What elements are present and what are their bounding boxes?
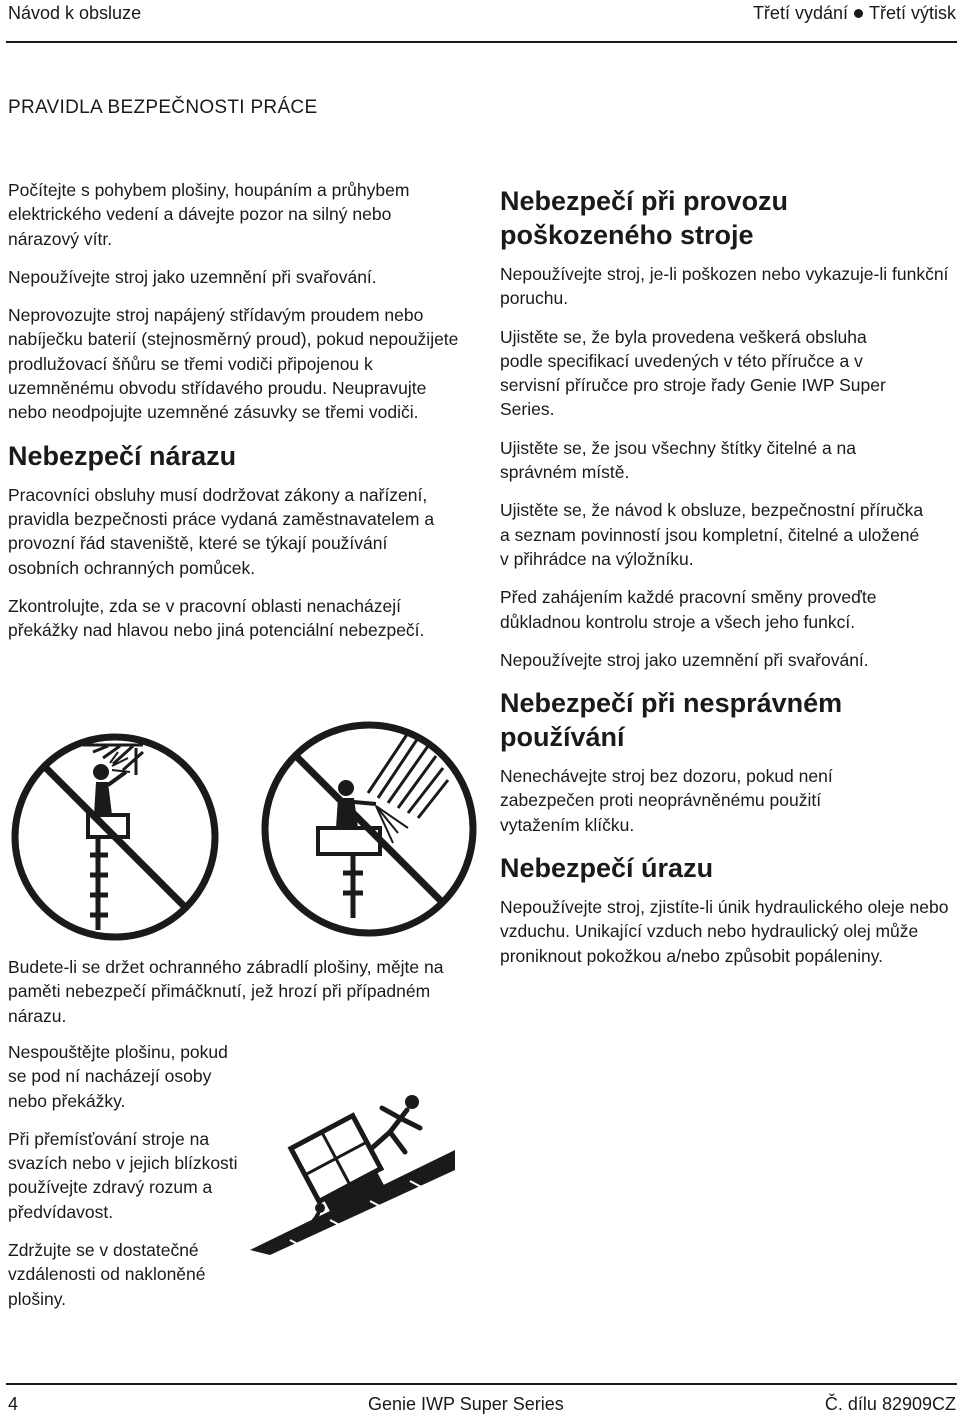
paragraph: Neprovozujte stroj napájený střídavým proudem nebo nabíječku baterií (stejnosměrný proud), pokud nepoužijete prodlužovací šňůru se třemi vodiči připojenou k uzemněnému obvodu střídavého proudu. Neupravujte nebo neodpojujte uzemněné zásuvky se třemi vodiči. — [8, 305, 459, 423]
heading-misuse-hazard: Nebezpečí při nesprávném používání — [500, 688, 843, 753]
footer-product: Genie IWP Super Series — [368, 1394, 564, 1414]
paragraph: Ujistěte se, že jsou všechny štítky čitelné a na správném místě. — [500, 437, 856, 483]
paragraph: Před zahájením každé pracovní směny proveďte důkladnou kontrolu stroje a všech jeho funkcí. — [500, 587, 877, 632]
heading-impact-hazard: Nebezpečí nárazu — [8, 440, 237, 471]
paragraph: Ujistěte se, že byla provedena veškerá obsluha podle specifikací uvedených v této příručce a v servisní příručce pro stroje řady Genie IWP Super Series. — [500, 326, 886, 420]
footer-divider — [6, 1383, 957, 1385]
header-edition-info — [753, 3, 956, 24]
header-printing: Třetí výtisk — [868, 3, 956, 23]
paragraph: Zdržujte se v dostatečné vzdálenosti od nakloněné plošiny. — [8, 1240, 206, 1309]
prohibition-crush-icon — [258, 718, 480, 940]
tipping-platform-icon — [250, 1070, 460, 1255]
left-column-lower — [8, 955, 468, 1042]
paragraph: Nepoužívejte stroj jako uzemnění při svařování. — [500, 649, 869, 670]
paragraph: Budete-li se držet ochranného zábradlí plošiny, mějte na paměti nebezpečí přimáčknutí, jež hrozí při případném nárazu. — [8, 957, 444, 1026]
left-column-narrow — [8, 1040, 238, 1325]
paragraph: Nepoužívejte stroj, je-li poškozen nebo vykazuje-li funkční poruchu. — [500, 264, 949, 309]
paragraph: Nepoužívejte stroj, zjistíte-li únik hydraulického oleje nebo vzduchu. Unikající vzduch nebo hydraulický olej může proniknout pokožkou a/nebo způsobit popáleniny. — [500, 897, 949, 966]
paragraph: Nespouštějte plošinu, pokud se pod ní nacházejí osoby nebo překážky. — [8, 1042, 228, 1111]
paragraph: Ujistěte se, že návod k obsluze, bezpečnostní příručka a seznam povinností jsou kompletní, čitelné a uložené v přihrádce na výložníku. — [500, 500, 924, 569]
footer-part-number: Č. dílu 82909CZ — [824, 1394, 956, 1414]
header-edition: Třetí vydání — [752, 3, 848, 23]
bullet-icon — [854, 9, 863, 18]
header-divider — [6, 41, 957, 43]
left-column — [8, 178, 478, 656]
paragraph: Nepoužívejte stroj jako uzemnění při svařování. — [8, 266, 377, 287]
paragraph: Zkontrolujte, zda se v pracovní oblasti nenacházejí překážky nad hlavou nebo jiná potenciální nebezpečí. — [8, 595, 425, 641]
paragraph: Při přemísťování stroje na svazích nebo v jejich blízkosti používejte zdravý rozum a předvídavost. — [8, 1128, 238, 1222]
header-manual-title: Návod k obsluze — [8, 3, 142, 23]
paragraph: Pracovníci obsluhy musí dodržovat zákony a nařízení, pravidla bezpečnosti práce vydaná zaměstnavatelem a provozní řád staveniště, které se týkají používání osobních ochranných pomůcek. — [8, 484, 435, 578]
right-column — [500, 178, 955, 982]
heading-damaged-machine-hazard: Nebezpečí při provozu poškozeného stroje — [500, 186, 789, 250]
paragraph: Počítejte s pohybem plošiny, houpáním a průhybem elektrického vedení a dávejte pozor na silný nebo nárazový vítr. — [8, 180, 410, 249]
paragraph: Nenechávejte stroj bez dozoru, pokud není zabezpečen proti neoprávněnému použití vytažením klíčku. — [500, 766, 833, 835]
prohibition-impact-icon — [8, 730, 223, 945]
page-number: 4 — [8, 1394, 19, 1414]
section-title: PRAVIDLA BEZPEČNOSTI PRÁCE — [8, 97, 318, 118]
heading-injury-hazard: Nebezpečí úrazu — [500, 853, 714, 884]
